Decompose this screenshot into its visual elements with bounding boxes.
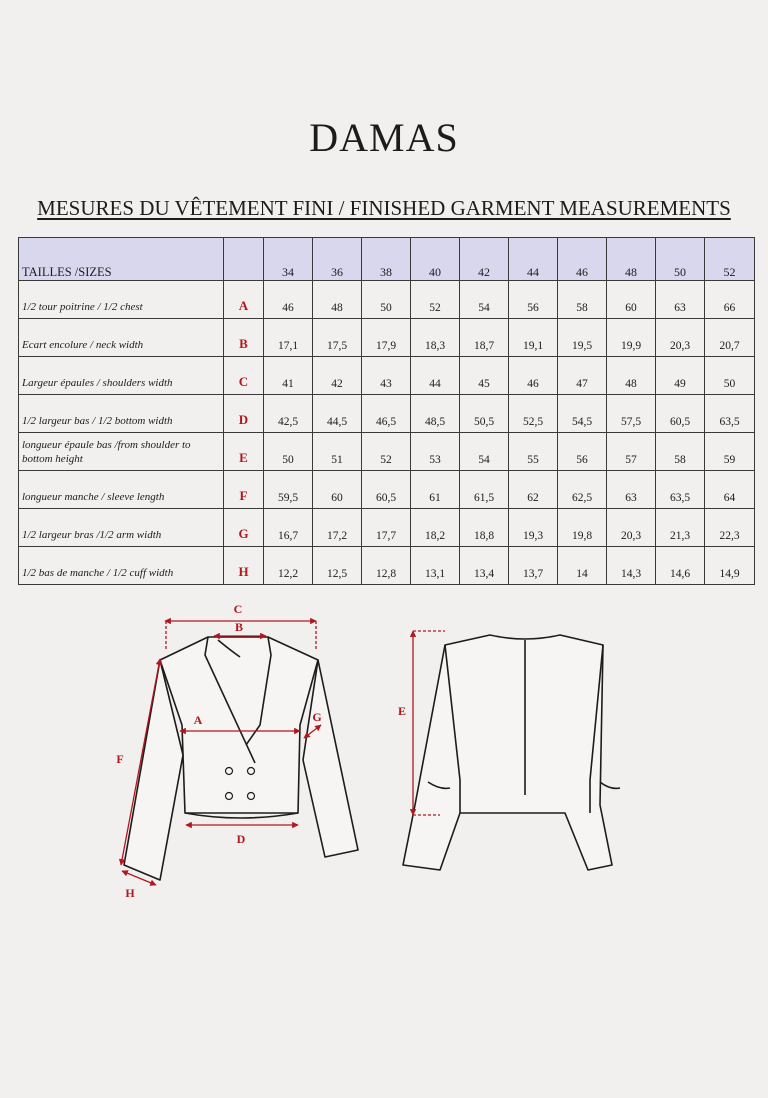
label-g: G — [312, 710, 322, 724]
measurement-value: 17,2 — [313, 509, 362, 547]
measurement-value: 57 — [607, 433, 656, 471]
page-heading: MESURES DU VÊTEMENT FINI / FINISHED GARMENT MEASUREMENTS — [37, 196, 731, 220]
table-header-row — [19, 238, 755, 281]
measurement-code: D — [224, 395, 264, 433]
measurement-value: 54,5 — [558, 395, 607, 433]
measurement-value: 59 — [705, 433, 755, 471]
measurement-value: 19,5 — [558, 319, 607, 357]
measurement-code: G — [224, 509, 264, 547]
table-row — [19, 281, 755, 319]
measurement-name: longueur manche / sleeve length — [19, 471, 224, 509]
size-header-48: 48 — [607, 238, 656, 281]
size-header-40: 40 — [411, 238, 460, 281]
table-row — [19, 433, 755, 471]
measurement-value: 45 — [460, 357, 509, 395]
measurement-value: 46,5 — [362, 395, 411, 433]
measurement-value: 19,1 — [509, 319, 558, 357]
measurement-value: 13,7 — [509, 547, 558, 585]
measurement-value: 52,5 — [509, 395, 558, 433]
measurement-value: 20,7 — [705, 319, 755, 357]
measurement-value: 17,9 — [362, 319, 411, 357]
label-h: H — [125, 886, 135, 900]
measurement-value: 56 — [558, 433, 607, 471]
jacket-diagram — [0, 595, 768, 915]
header-label: TAILLES /SIZES — [19, 238, 224, 281]
table-row — [19, 395, 755, 433]
measurement-value: 64 — [705, 471, 755, 509]
measurement-value: 17,1 — [264, 319, 313, 357]
measurement-name: 1/2 tour poitrine / 1/2 chest — [19, 281, 224, 319]
measurement-code: B — [224, 319, 264, 357]
measurement-value: 19,8 — [558, 509, 607, 547]
measurement-value: 56 — [509, 281, 558, 319]
measurement-value: 48,5 — [411, 395, 460, 433]
measurement-name: longueur épaule bas /from shoulder to bottom height — [19, 433, 224, 471]
measurement-value: 44 — [411, 357, 460, 395]
measurement-value: 22,3 — [705, 509, 755, 547]
table-row — [19, 509, 755, 547]
measurement-value: 63,5 — [656, 471, 705, 509]
measurement-value: 46 — [509, 357, 558, 395]
measurement-value: 61,5 — [460, 471, 509, 509]
size-header-36: 36 — [313, 238, 362, 281]
measurement-name: Largeur épaules / shoulders width — [19, 357, 224, 395]
label-e: E — [397, 704, 407, 718]
size-header-46: 46 — [558, 238, 607, 281]
label-a: A — [193, 713, 203, 727]
measurement-value: 58 — [558, 281, 607, 319]
size-header-50: 50 — [656, 238, 705, 281]
measurement-value: 55 — [509, 433, 558, 471]
measurement-value: 14,3 — [607, 547, 656, 585]
measurement-value: 51 — [313, 433, 362, 471]
table-row — [19, 547, 755, 585]
label-c: C — [233, 602, 243, 616]
back-view-drawing — [403, 635, 620, 870]
measurement-value: 17,7 — [362, 509, 411, 547]
brand-title: DAMAS — [309, 115, 459, 160]
measurement-value: 14,6 — [656, 547, 705, 585]
measurement-value: 18,2 — [411, 509, 460, 547]
measurement-value: 54 — [460, 433, 509, 471]
measurement-value: 13,4 — [460, 547, 509, 585]
header-code-cell — [224, 238, 264, 281]
measurement-value: 14 — [558, 547, 607, 585]
table-body — [19, 281, 755, 585]
measurement-value: 46 — [264, 281, 313, 319]
size-header-34: 34 — [264, 238, 313, 281]
measurement-code: H — [224, 547, 264, 585]
measurement-value: 59,5 — [264, 471, 313, 509]
measurement-value: 63 — [656, 281, 705, 319]
measurement-value: 62,5 — [558, 471, 607, 509]
measurement-value: 52 — [362, 433, 411, 471]
measurement-value: 20,3 — [607, 509, 656, 547]
measurement-value: 63 — [607, 471, 656, 509]
measurement-name: 1/2 bas de manche / 1/2 cuff width — [19, 547, 224, 585]
measurement-value: 52 — [411, 281, 460, 319]
measurement-value: 19,3 — [509, 509, 558, 547]
measurement-value: 18,3 — [411, 319, 460, 357]
table-row — [19, 357, 755, 395]
measurement-table — [18, 237, 755, 585]
measurement-value: 14,9 — [705, 547, 755, 585]
measurement-value: 17,5 — [313, 319, 362, 357]
size-header-44: 44 — [509, 238, 558, 281]
measurement-value: 21,3 — [656, 509, 705, 547]
measurement-value: 44,5 — [313, 395, 362, 433]
measurement-value: 43 — [362, 357, 411, 395]
measurement-value: 63,5 — [705, 395, 755, 433]
measurement-value: 48 — [607, 357, 656, 395]
measurement-value: 12,2 — [264, 547, 313, 585]
measurement-value: 60 — [313, 471, 362, 509]
measurement-value: 12,5 — [313, 547, 362, 585]
measurement-value: 61 — [411, 471, 460, 509]
measurement-value: 16,7 — [264, 509, 313, 547]
measurement-value: 20,3 — [656, 319, 705, 357]
measurement-value: 50,5 — [460, 395, 509, 433]
measurement-value: 54 — [460, 281, 509, 319]
measurement-value: 53 — [411, 433, 460, 471]
measurement-name: 1/2 largeur bas / 1/2 bottom width — [19, 395, 224, 433]
measurement-value: 19,9 — [607, 319, 656, 357]
table-row — [19, 471, 755, 509]
measurement-value: 60,5 — [362, 471, 411, 509]
table-row — [19, 319, 755, 357]
measurement-code: E — [224, 433, 264, 471]
measurement-value: 49 — [656, 357, 705, 395]
measurement-value: 50 — [264, 433, 313, 471]
measurement-value: 60 — [607, 281, 656, 319]
measurement-value: 42,5 — [264, 395, 313, 433]
measurement-value: 42 — [313, 357, 362, 395]
measurement-value: 62 — [509, 471, 558, 509]
measurement-value: 47 — [558, 357, 607, 395]
measurement-name: Ecart encolure / neck width — [19, 319, 224, 357]
measurement-value: 58 — [656, 433, 705, 471]
measurement-name: 1/2 largeur bras /1/2 arm width — [19, 509, 224, 547]
measurement-value: 50 — [705, 357, 755, 395]
measurement-value: 18,7 — [460, 319, 509, 357]
measurement-value: 41 — [264, 357, 313, 395]
measurement-value: 60,5 — [656, 395, 705, 433]
label-b: B — [234, 620, 244, 634]
measurement-code: F — [224, 471, 264, 509]
size-header-38: 38 — [362, 238, 411, 281]
label-f: F — [116, 752, 124, 766]
size-header-42: 42 — [460, 238, 509, 281]
measurement-code: C — [224, 357, 264, 395]
measurement-value: 13,1 — [411, 547, 460, 585]
size-header-52: 52 — [705, 238, 755, 281]
measurement-code: A — [224, 281, 264, 319]
measurement-value: 50 — [362, 281, 411, 319]
measurement-value: 12,8 — [362, 547, 411, 585]
measurement-value: 48 — [313, 281, 362, 319]
measurement-value: 18,8 — [460, 509, 509, 547]
label-d: D — [236, 832, 246, 846]
measurement-value: 66 — [705, 281, 755, 319]
measurement-value: 57,5 — [607, 395, 656, 433]
